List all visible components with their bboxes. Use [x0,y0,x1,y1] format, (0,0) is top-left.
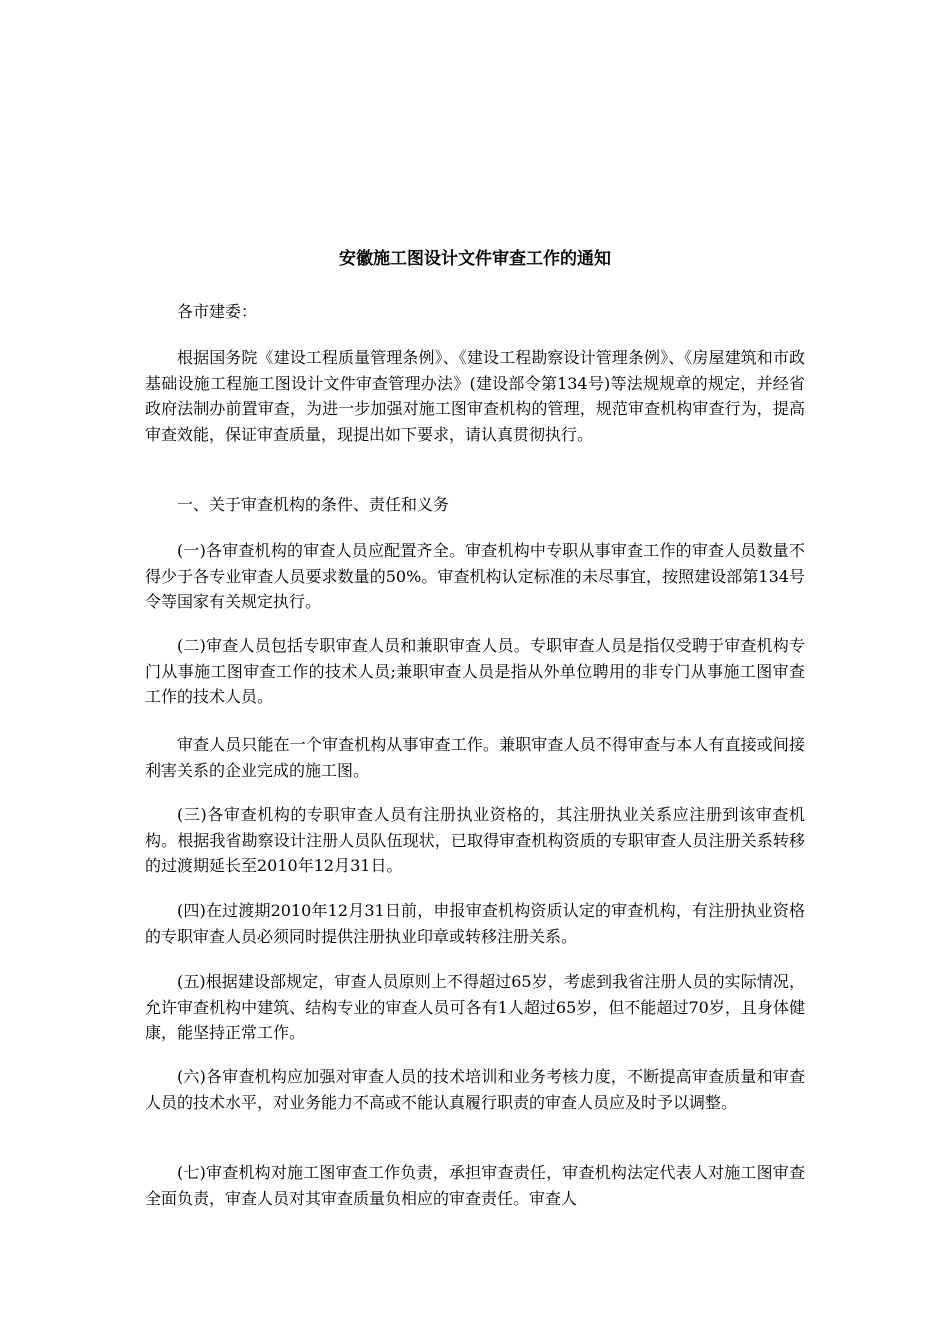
paragraph-item-2: (二)审查人员包括专职审查人员和兼职审查人员。专职审查人员是指仅受聘于审查机构专门从事施工图审查工作的技术人员;兼职审查人员是指从外单位聘用的非专门从事施工图审查工作的技术人员。 [145,636,805,706]
section-heading-1: 一、关于审查机构的条件、责任和义务 [177,495,450,514]
paragraph-item-6: (六)各审查机构应加强对审查人员的技术培训和业务考核力度，不断提高审查质量和审查人员的技术水平，对业务能力不高或不能认真履行职责的审查人员应及时予以调整。 [145,1067,805,1112]
paragraph-intro: 根据国务院《建设工程质量管理条例》、《建设工程勘察设计管理条例》、《房屋建筑和市政基础设施工程施工图设计文件审查管理办法》(建设部令第134号)等法规规章的规定，并经省政府法制办前置审查，为进一步加强对施工图审查机构的管理，规范审查机构审查行为，提高审查效能，保证审查质量，现提出如下要求，请认真贯彻执行。 [145,348,805,444]
paragraph-item-5: (五)根据建设部规定，审查人员原则上不得超过65岁，考虑到我省注册人员的实际情况，允许审查机构中建筑、结构专业的审查人员可各有1人超过65岁，但不能超过70岁，且身体健康，能坚持正常工作。 [145,972,805,1042]
paragraph-item-3: (三)各审查机构的专职审查人员有注册执业资格的，其注册执业关系应注册到该审查机构。根据我省勘察设计注册人员队伍现状，已取得审查机构资质的专职审查人员注册关系转移的过渡期延长至2010年12月31日。 [145,805,805,875]
paragraph-item-1: (一)各审查机构的审查人员应配置齐全。审查机构中专职从事审查工作的审查人员数量不得少于各专业审查人员要求数量的50%。审查机构认定标准的未尽事宜，按照建设部第134号令等国家有关规定执行。 [145,541,805,611]
paragraph-item-2-note: 审查人员只能在一个审查机构从事审查工作。兼职审查人员不得审查与本人有直接或间接利害关系的企业完成的施工图。 [145,735,805,780]
salutation: 各市建委： [177,302,258,321]
document-title: 安徽施工图设计文件审查工作的通知 [339,249,611,269]
paragraph-item-7: (七)审查机构对施工图审查工作负责，承担审查责任，审查机构法定代表人对施工图审查全面负责，审查人员对其审查质量负相应的审查责任。审查人 [145,1163,805,1208]
paragraph-item-4: (四)在过渡期2010年12月31日前，申报审查机构资质认定的审查机构，有注册执业资格的专职审查人员必须同时提供注册执业印章或转移注册关系。 [145,901,805,946]
